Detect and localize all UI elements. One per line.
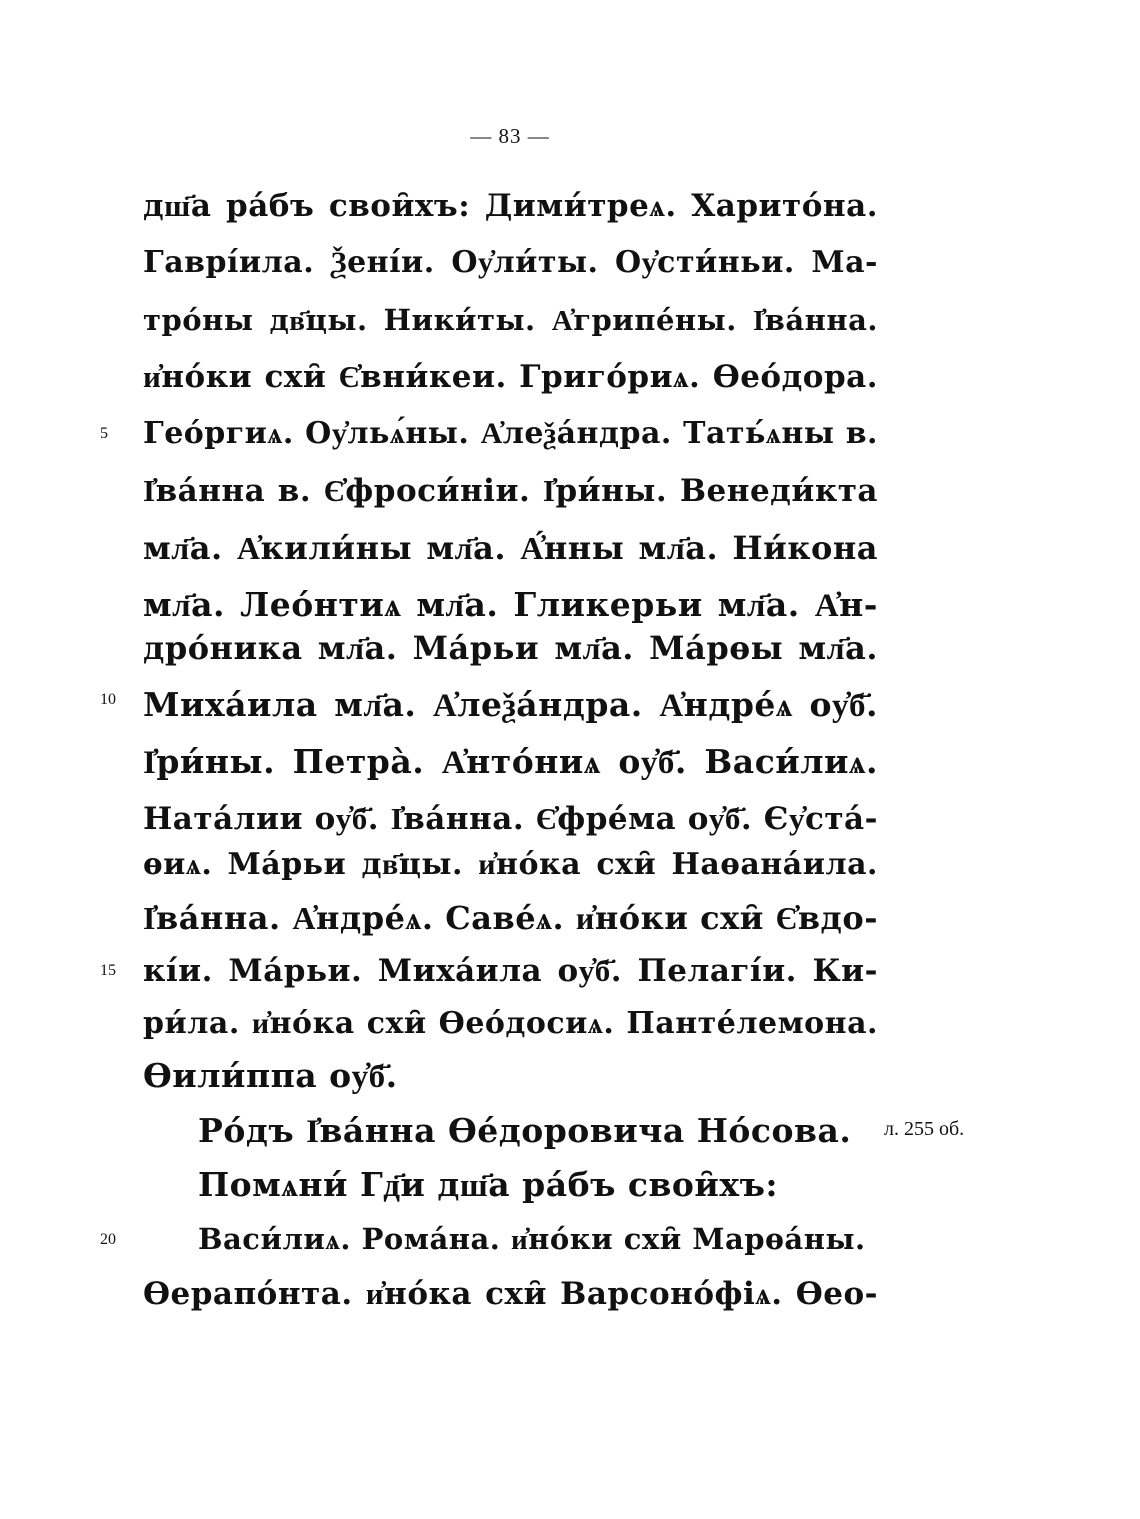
text-line-7: мл҃а. А҆кили́ны мл҃а. А҆́нны мл҃а. Ни́кона [143,529,878,567]
line-number-10: 10 [100,691,116,708]
text-line-14: І҆ва́нна. А҆ндре́ѧ. Саве́ѧ. и҆но́ки схи̑ Є҆вдо- [143,899,878,937]
text-line-4: и҆но́ки схи̑ Є҆вни́кеи. Григо́риѧ. Ѳео́дора. [143,359,878,395]
text-line-18: Ро́дъ І҆ва́нна Ѳе́доровича Но́сова. [198,1111,852,1150]
text-line-19: Помѧни́ Гд҃и дш҃а ра́бъ свои̑хъ: [198,1165,779,1204]
line-number-20: 20 [100,1231,116,1248]
text-line-11: І҆ри́ны. Петра̀. А҆нто́ниѧ оу҆б҃. Васи́лиѧ. [143,742,878,781]
text-line-8: мл҃а. Лео́нтиѧ мл҃а. Гликерьи мл҃а. А҆н- [143,585,878,624]
line-number-15: 15 [100,962,116,979]
page-number: — 83 — [470,124,550,148]
line-number-5: 5 [100,425,108,442]
text-line-3: тро́ны дв҃цы. Ники́ты. А҆грипе́ны. І҆ва́нна. [143,303,878,337]
text-line-20: Васи́лиѧ. Рома́на. и҆но́ки схи̑ Марѳа́ны. [198,1222,866,1256]
text-line-15: кі́и. Ма́рьи. Миха́ила оу҆б҃. Пелагі́и. Ки- [143,953,878,989]
text-line-17: Ѳили́ппа оу҆б҃. [143,1056,398,1095]
text-line-21: Ѳерапо́нта. и҆но́ка схи̑ Варсоно́фіѧ. Ѳео- [143,1276,878,1312]
text-line-6: І҆ва́нна в. Є҆фроси́ніи. І҆ри́ны. Венеди́кта [143,473,878,509]
text-line-13: ѳиѧ. Ма́рьи дв҃цы. и҆но́ка схи̑ Наѳана́ила. [143,847,878,882]
text-line-16: ри́ла. и҆но́ка схи̑ Ѳео́досиѧ. Панте́лемона. [143,1006,878,1041]
text-line-10: Миха́ила мл҃а. А҆леѯа́ндра. А҆ндре́ѧ оу҆б҃. [143,685,878,724]
text-line-1: дш҃а ра́бъ свои̑хъ: Дими́треѧ. Харито́на. [143,188,878,224]
text-line-9: дро́ника мл҃а. Ма́рьи мл҃а. Ма́рѳы мл҃а. [143,629,878,667]
text-line-5: Гео́ргиѧ. Оу҆льѧ́ны. А҆леѯа́ндра. Тать́ѧны в. [143,416,878,451]
text-line-12: Ната́лии оу҆б҃. І҆ва́нна. Є҆фре́ма оу҆б҃. Єу҆ста́- [143,801,878,837]
text-line-2: Гаврі́ила. Ѯені́и. Оу҆ли́ты. Оу҆сти́ньи. Ма- [143,245,878,280]
margin-note: л. 255 об. [884,1118,965,1140]
